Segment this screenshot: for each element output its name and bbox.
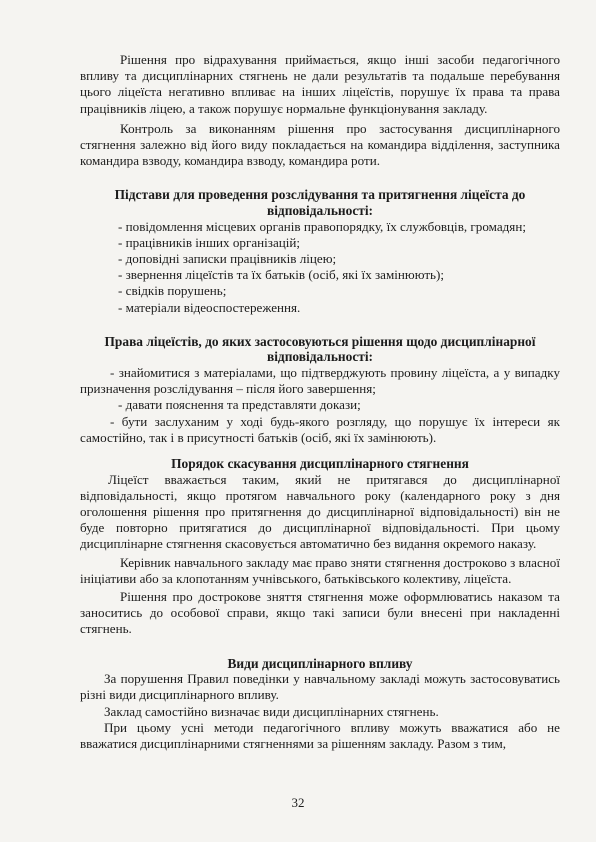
page-number: 32 <box>291 795 305 810</box>
paragraph-oral-methods: При цьому усні методи педагогічного впливу можуть вважатися або не вважатися дисциплінарними стягненнями за рішенням закладу. Разом з тим, <box>80 719 560 752</box>
paragraph-early-removal: Керівник навчального закладу має право зняти стягнення достроково з власної ініціативи або за клопотанням учнівського, батьківського колективу, ліцеїста. <box>80 554 560 586</box>
list-item: - бути заслуханим у ході будь-якого розгляду, що порушує їх інтереси як самостійно, так і в присутності батьків (осіб, які їх замінюють). <box>80 413 560 445</box>
paragraph-violation: За порушення Правил поведінки у навчальному закладі можуть застосовуватись різні види дисциплінарного впливу. <box>80 671 560 703</box>
list-item: - звернення ліцеїстів та їх батьків (осіб, які їх замінюють); <box>118 267 445 283</box>
list-item: - повідомлення місцевих органів правопорядку, їх службовців, громадян; <box>118 218 526 234</box>
paragraph-cancellation-auto: Ліцеїст вважається таким, який не притягався до дисциплінарної відповідальності, якщо протягом навчального року (календарного року з дня оголошення рішення про притягнення до дисциплінарної відповідальності) він не буде повторно притягатися до дисциплінарної відповідальності. При цьому дисциплінарне стягнення скасовується автоматично без видання окремого наказу. <box>80 471 560 552</box>
list-item: - працівників інших організацій; <box>118 234 301 250</box>
section-title-influence-types: Види дисциплінарного впливу <box>227 655 413 671</box>
section-title-cancellation: Порядок скасування дисциплінарного стягнення <box>171 456 469 472</box>
list-item: - матеріали відеоспостереження. <box>118 299 301 315</box>
paragraph-self-determination: Заклад самостійно визначає види дисциплінарних стягнень. <box>104 703 439 719</box>
grounds-list <box>80 219 560 316</box>
list-item: - знайомитися з матеріалами, що підтверджують провину ліцеїста, а у випадку призначення розслідування – після його завершення; <box>80 365 560 397</box>
list-item: - доповідні записки працівників ліцею; <box>118 251 337 267</box>
list-item: - давати пояснення та представляти докази; <box>118 397 361 413</box>
paragraph-order-record: Рішення про дострокове зняття стягнення може оформлюватись наказом та заноситись до особової справи, якщо такі записи були внесені при накладенні стягнень. <box>80 589 560 637</box>
paragraph-control: Контроль за виконанням рішення про застосування дисциплінарного стягнення залежно від його виду покладається на командира відділення, заступника командира взводу, командира взводу, командира роти. <box>80 120 560 169</box>
section-title-rights: Права ліцеїстів, до яких застосовуються рішення щодо дисциплінарної відповідальності: <box>104 333 536 365</box>
paragraph-expulsion: Рішення про відрахування приймається, якщо інші засоби педагогічного впливу та дисциплінарних стягнень не дали результатів та подальше перебування цього ліцеїста негативно впливає на інших ліцеїстів, порушує їх права та права працівників ліцею, а також порушує нормальне функціонування закладу. <box>80 52 560 116</box>
section-title-grounds: Підстави для проведення розслідування та притягнення ліцеїста до відповідальності: <box>114 187 526 219</box>
rights-list <box>80 365 560 446</box>
list-item: - свідків порушень; <box>118 283 227 299</box>
